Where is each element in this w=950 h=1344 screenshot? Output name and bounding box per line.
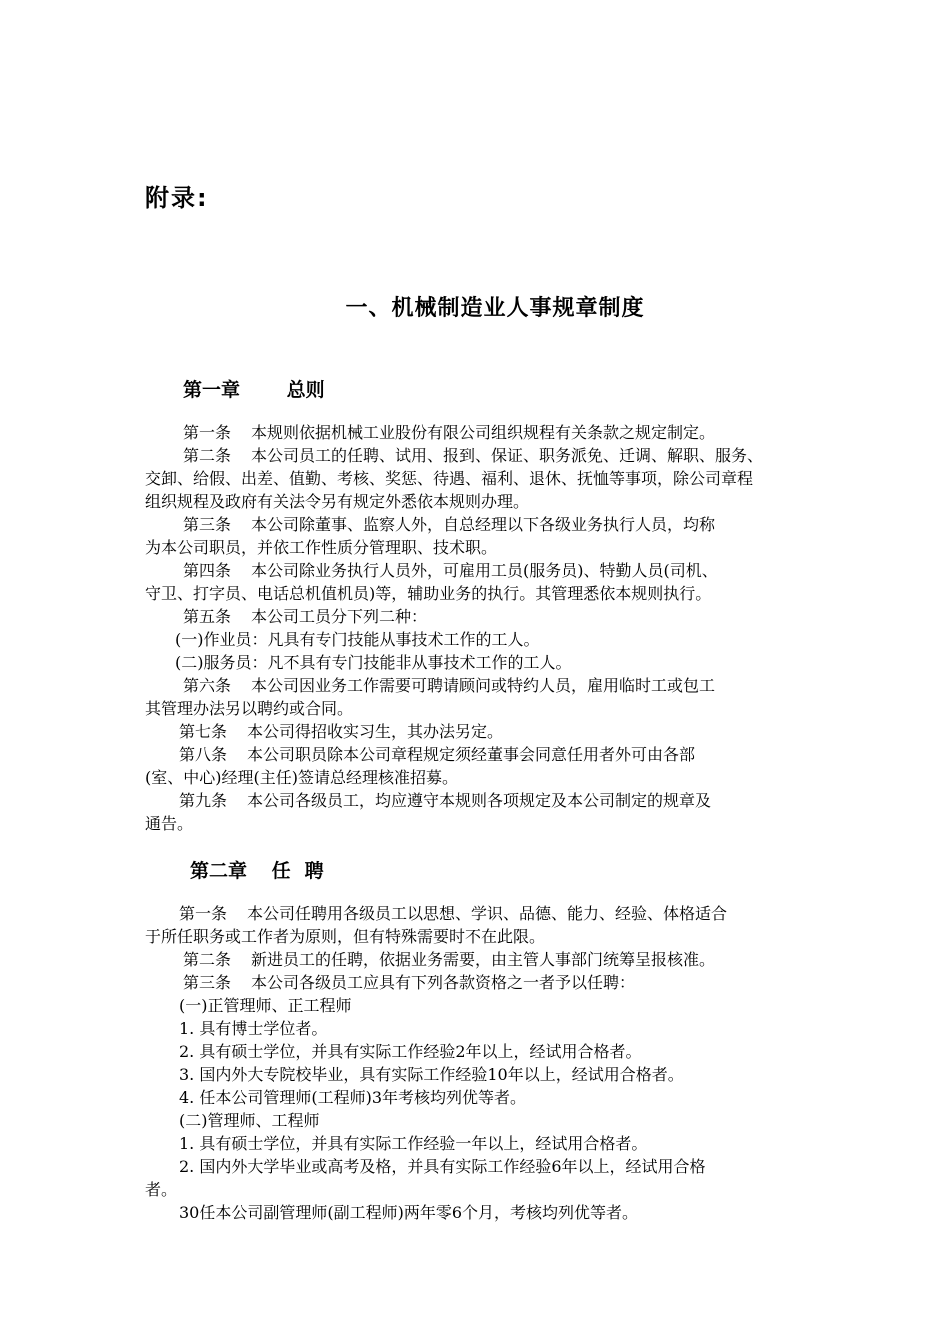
ch1-line: (一)作业员：凡具有专门技能从事技术工作的工人。 (175, 630, 540, 649)
chapter-2-heading (190, 856, 338, 883)
ch1-line: 其管理办法另以聘约或合同。 (145, 699, 354, 718)
ch2-line: 30任本公司副管理师(副工程师)两年零6个月，考核均列优等者。 (179, 1203, 639, 1222)
ch1-line: 第七条 本公司得招收实习生，其办法另定。 (179, 722, 504, 741)
ch1-line: 第二条 本公司员工的任聘、试用、报到、保证、职务派免、迁调、解职、服务、 (183, 446, 764, 465)
ch2-line: 2. 国内外大学毕业或高考及格，并具有实际工作经验6年以上，经试用合格 (179, 1157, 706, 1176)
ch2-line: 3. 国内外大专院校毕业，具有实际工作经验10年以上，经试用合格者。 (179, 1065, 684, 1084)
appendix-title: 附录: (145, 184, 209, 212)
ch2-line: 于所任职务或工作者为原则，但有特殊需要时不在此限。 (145, 927, 546, 946)
ch2-line: 第三条 本公司各级员工应具有下列各款资格之一者予以任聘： (183, 973, 636, 992)
ch1-line: 第八条 本公司职员除本公司章程规定须经董事会同意任用者外可由各部 (179, 745, 696, 764)
chapter-2-name: 任聘 (271, 860, 338, 882)
ch2-line: 1. 具有硕士学位，并具有实际工作经验一年以上，经试用合格者。 (179, 1134, 648, 1153)
ch2-line: 第二条 新进员工的任聘，依据业务需要，由主管人事部门统筹呈报核准。 (183, 950, 716, 969)
ch1-line: 为本公司职员，并依工作性质分管理职、技术职。 (145, 538, 498, 557)
section-title: 一、机械制造业人事规章制度 (345, 296, 645, 321)
ch2-line: 者。 (145, 1180, 178, 1199)
ch2-line: 2. 具有硕士学位，并具有实际工作经验2年以上，经试用合格者。 (179, 1042, 642, 1061)
ch2-line: (一)正管理师、正工程师 (179, 996, 352, 1015)
chapter-1-heading (183, 375, 325, 402)
ch1-line: (二)服务员：凡不具有专门技能非从事技术工作的工人。 (175, 653, 572, 672)
chapter-1-name: 总则 (286, 379, 325, 401)
ch1-line: 第四条 本公司除业务执行人员外，可雇用工员(服务员)、特勤人员(司机、 (183, 561, 718, 580)
ch1-line: 通告。 (145, 814, 194, 833)
ch1-line: 组织规程及政府有关法令另有规定外悉依本规则办理。 (145, 492, 530, 511)
ch2-line: 第一条 本公司任聘用各级员工以思想、学识、品德、能力、经验、体格适合 (179, 904, 728, 923)
chapter-1-number: 第一章 (183, 379, 241, 401)
chapter-2-number: 第二章 (190, 860, 248, 882)
ch1-line: 第一条 本规则依据机械工业股份有限公司组织规程有关条款之规定制定。 (183, 423, 716, 442)
ch2-line: (二)管理师、工程师 (179, 1111, 320, 1130)
ch1-line: 第五条 本公司工员分下列二种： (183, 607, 428, 626)
ch1-line: 第九条 本公司各级员工，均应遵守本规则各项规定及本公司制定的规章及 (179, 791, 712, 810)
ch1-line: 守卫、打字员、电话总机值机员)等，辅助业务的执行。其管理悉依本规则执行。 (145, 584, 712, 603)
ch2-line: 4. 任本公司管理师(工程师)3年考核均列优等者。 (179, 1088, 527, 1107)
ch1-line: 第三条 本公司除董事、监察人外，自总经理以下各级业务执行人员，均称 (183, 515, 716, 534)
ch1-line: (室、中心)经理(主任)签请总经理核准招募。 (145, 768, 458, 787)
ch1-line: 第六条 本公司因业务工作需要可聘请顾问或特约人员，雇用临时工或包工 (183, 676, 716, 695)
ch1-line: 交卸、给假、出差、值勤、考核、奖惩、待遇、福利、退休、抚恤等事项，除公司章程 (145, 469, 754, 488)
ch2-line: 1. 具有博士学位者。 (179, 1019, 328, 1038)
